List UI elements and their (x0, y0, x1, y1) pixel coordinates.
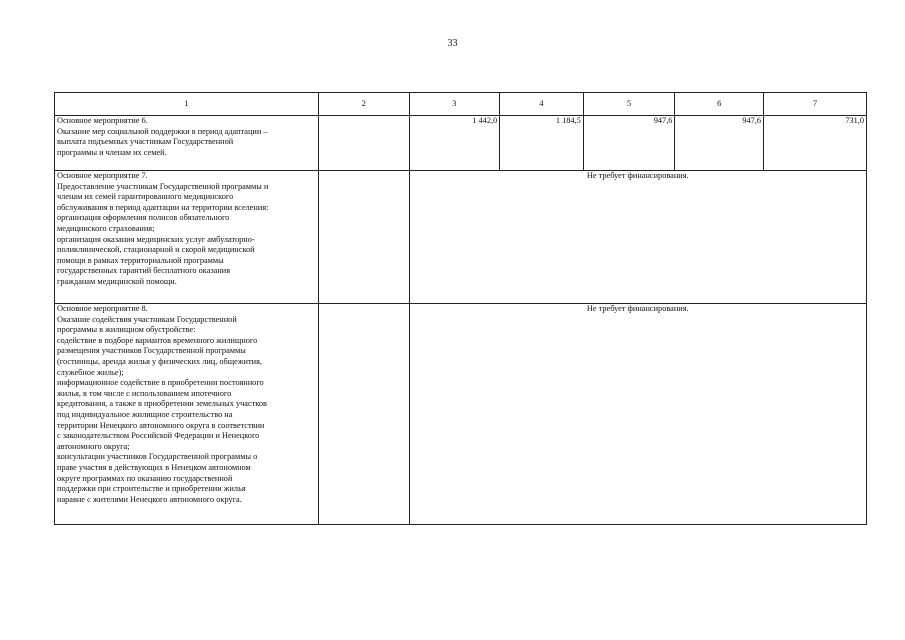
description-line: Основное мероприятие 6. (57, 116, 148, 125)
description-line: поликлинической, стационарной и скорой медицинской (57, 245, 255, 255)
column-header-3: 3 (409, 93, 500, 116)
description-line: организация оформления полисов обязательного (57, 213, 230, 223)
description-line: жилья, в том числе с использованием ипотечного (57, 388, 232, 398)
description-line: программы и членам их семей. (57, 147, 167, 157)
description-line: гражданам медицинской помощи. (57, 276, 177, 286)
column-header-7: 7 (764, 93, 867, 116)
description-line: Основное мероприятие 8. (57, 304, 148, 313)
description-line: размещения участников Государственной программы (57, 346, 246, 356)
activity-description (55, 116, 319, 171)
description-line: Оказание мер социальной поддержки в период адаптации – (57, 126, 268, 136)
description-line: под индивидуальное жилищное строительство на (57, 409, 233, 419)
table-header-row (55, 93, 867, 116)
funding-note: Не требует финансирования. (409, 304, 866, 525)
value-cell-6: 947,6 (675, 116, 764, 171)
description-line: Оказание содействия участникам Государственной (57, 314, 237, 324)
budget-table (54, 92, 867, 525)
description-line: территории Ненецкого автономного округа в соответствии (57, 420, 265, 430)
table-row (55, 116, 867, 171)
description-line: программы в жилищном обустройстве: (57, 325, 196, 335)
description-line: округе программах по оказанию государственной (57, 473, 233, 483)
page-number: 33 (447, 38, 458, 49)
description-line: информационное содействие в приобретении постоянного (57, 378, 264, 388)
description-line: автономного округа; (57, 441, 130, 451)
column-header-6: 6 (675, 93, 764, 116)
value-cell-4: 1 184,5 (500, 116, 584, 171)
value-cell-7: 731,0 (764, 116, 867, 171)
column-2-cell (318, 116, 409, 171)
value-cell-3: 1 442,0 (409, 116, 500, 171)
description-line: содействие в подборе вариантов временного жилищного (57, 335, 258, 345)
description-line: с законодательством Российской Федерации и Ненецкого (57, 431, 260, 441)
description-line: консультации участников Государственной программы о (57, 452, 258, 462)
description-line: обслуживания в период адаптации на территории вселения: (57, 202, 269, 212)
description-line: служебное жилье); (57, 367, 124, 377)
funding-note: Не требует финансирования. (409, 171, 866, 304)
description-line: (гостиницы, аренда жилья у физических лиц, общежития, (57, 356, 262, 366)
description-line: организация оказания медицинских услуг амбулаторно- (57, 234, 255, 244)
table-row (55, 304, 867, 525)
description-line: государственных гарантий бесплатного оказания (57, 266, 231, 276)
description-line: выплата подъемных участникам Государственной (57, 137, 234, 147)
activity-description (55, 304, 319, 525)
column-header-5: 5 (583, 93, 675, 116)
description-line: поддержки при строительстве и приобретении жилья (57, 484, 246, 494)
description-line: праве участия в действующих в Ненецком автономном (57, 462, 251, 472)
description-line: Основное мероприятие 7. (57, 171, 148, 180)
activity-description (55, 171, 319, 304)
column-header-4: 4 (500, 93, 584, 116)
description-line: медицинского страхования; (57, 223, 155, 233)
column-2-cell (318, 171, 409, 304)
description-line: кредитования, а также в приобретении земельных участков (57, 399, 267, 409)
description-line: помощи в рамках территориальной программы (57, 255, 224, 265)
description-line: Предоставление участникам Государственной программы и (57, 181, 269, 191)
description-line: членам их семей гарантированного медицинского (57, 192, 234, 202)
column-2-cell (318, 304, 409, 525)
column-header-1: 1 (55, 93, 319, 116)
description-line: наравне с жителями Ненецкого автономного округа. (57, 494, 242, 504)
value-cell-5: 947,6 (583, 116, 675, 171)
table-row (55, 171, 867, 304)
column-header-2: 2 (318, 93, 409, 116)
